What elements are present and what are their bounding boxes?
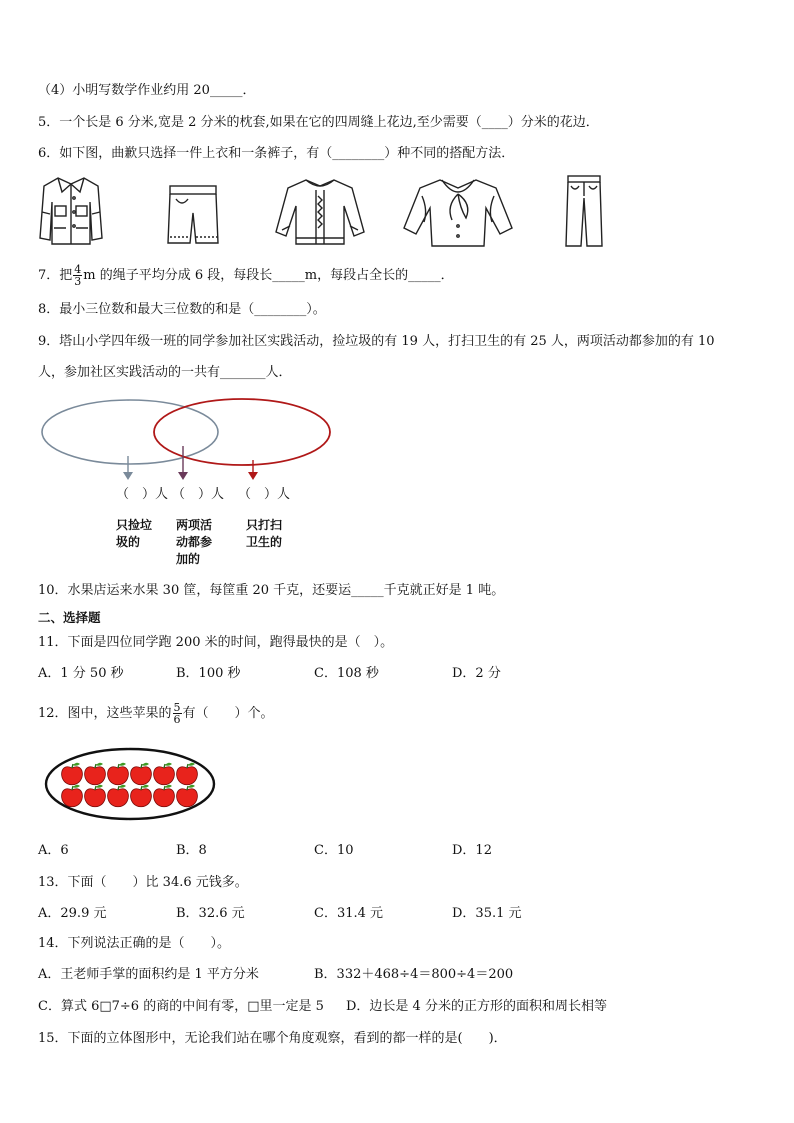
jacket-icon	[36, 172, 106, 248]
question-6: 6．如下图，曲歉只选择一件上衣和一条裤子，有（________）种不同的搭配方法．	[38, 146, 515, 161]
fraction-five-sixths: $\frac{5}{6}$	[173, 701, 181, 726]
apple-icon	[85, 785, 106, 807]
venn-label-only-cleaning: 只打扫 卫生的	[246, 518, 283, 549]
question-8: 8．最小三位数和最大三位数的和是（________）。	[38, 302, 326, 317]
q14-option-b[interactable]: B．332＋468÷4＝800÷4＝200	[314, 967, 514, 982]
fraction-four-thirds: $\frac{4}{3}$	[74, 263, 82, 288]
shorts-icon	[164, 183, 222, 247]
venn-diagram	[36, 396, 346, 486]
q12-option-c[interactable]: C．10	[314, 843, 354, 858]
section-heading-choice: 二、选择题	[38, 610, 101, 625]
venn-left-circle	[42, 400, 218, 464]
q11-option-c[interactable]: C．108 秒	[314, 666, 379, 681]
venn-blank-left: （ ）人	[116, 487, 169, 502]
blouse-icon	[402, 174, 514, 250]
q14-option-a[interactable]: A．王老师手掌的面积约是 1 平方分米	[38, 967, 259, 982]
sweater-icon	[272, 176, 368, 248]
q11-option-a[interactable]: A．1 分 50 秒	[38, 666, 124, 681]
q14-option-c[interactable]: C．算式 6□7÷6 的商的中间有零，□里一定是 5	[38, 999, 324, 1014]
q14-option-d[interactable]: D．边长是 4 分米的正方形的面积和周长相等	[346, 999, 607, 1014]
apple-icon	[177, 763, 198, 785]
apple-icon	[131, 785, 152, 807]
apple-icon	[131, 763, 152, 785]
apple-icon	[108, 763, 129, 785]
venn-label-both: 两项活 动都参 加的	[176, 518, 213, 566]
question-12: 12．图中，这些苹果的 $\frac{5}{6}$ 有（ ）个。	[38, 701, 274, 726]
question-15: 15．下面的立体图形中，无论我们站在哪个角度观察，看到的都一样的是( )．	[38, 1031, 507, 1046]
apple-icon	[177, 785, 198, 807]
q12-option-a[interactable]: A．6	[38, 843, 69, 858]
arrow-right	[248, 460, 258, 480]
q13-option-a[interactable]: A．29.9 元	[38, 906, 107, 921]
question-13: 13．下面（ ）比 34.6 元钱多。	[38, 875, 248, 890]
q12-option-b[interactable]: B．8	[176, 843, 207, 858]
apple-icon	[85, 763, 106, 785]
apple-icon	[154, 785, 175, 807]
apple-icon	[154, 763, 175, 785]
apple-icon	[62, 763, 83, 785]
venn-label-only-garbage: 只捡垃 圾的	[116, 518, 153, 549]
question-10: 10．水果店运来水果 30 筐，每筐重 20 千克，还要运_____千克就正好是 1 吨。	[38, 583, 505, 598]
question-5: 5．一个长是 6 分米,宽是 2 分米的枕套,如果在它的四周缝上花边,至少需要（____）分米的花边．	[38, 115, 599, 130]
q13-option-b[interactable]: B．32.6 元	[176, 906, 245, 921]
q11-option-d[interactable]: D．2 分	[452, 666, 501, 681]
venn-blank-middle: （ ）人	[172, 487, 225, 502]
question-9-line-2: 人，参加社区实践活动的一共有_______人．	[38, 365, 292, 380]
question-7: 7．把 $\frac{4}{3}$ m 的绳子平均分成 6 段，每段长_____m，每段占全长的_____．	[38, 263, 454, 288]
apple-icon	[108, 785, 129, 807]
arrow-left	[123, 456, 133, 480]
apple-icon	[62, 785, 83, 807]
q13-option-c[interactable]: C．31.4 元	[314, 906, 384, 921]
trousers-icon	[562, 174, 606, 250]
question-9-line-1: 9．塔山小学四年级一班的同学参加社区实践活动，捡垃圾的有 19 人，打扫卫生的有 25 人，两项活动都参加的有 10	[38, 334, 715, 349]
q11-option-b[interactable]: B．100 秒	[176, 666, 241, 681]
venn-blank-right: （ ）人	[238, 487, 291, 502]
arrow-middle	[178, 446, 188, 480]
question-11: 11．下面是四位同学跑 200 米的时间，跑得最快的是（ ）。	[38, 635, 394, 650]
q12-option-d[interactable]: D．12	[452, 843, 492, 858]
q13-option-d[interactable]: D．35.1 元	[452, 906, 522, 921]
question-14: 14．下列说法正确的是（ ）。	[38, 936, 231, 951]
apple-group-picture	[42, 746, 222, 822]
question-4-sub: （4）小明写数学作业约用 20_____．	[38, 83, 256, 98]
venn-right-circle	[154, 399, 330, 465]
